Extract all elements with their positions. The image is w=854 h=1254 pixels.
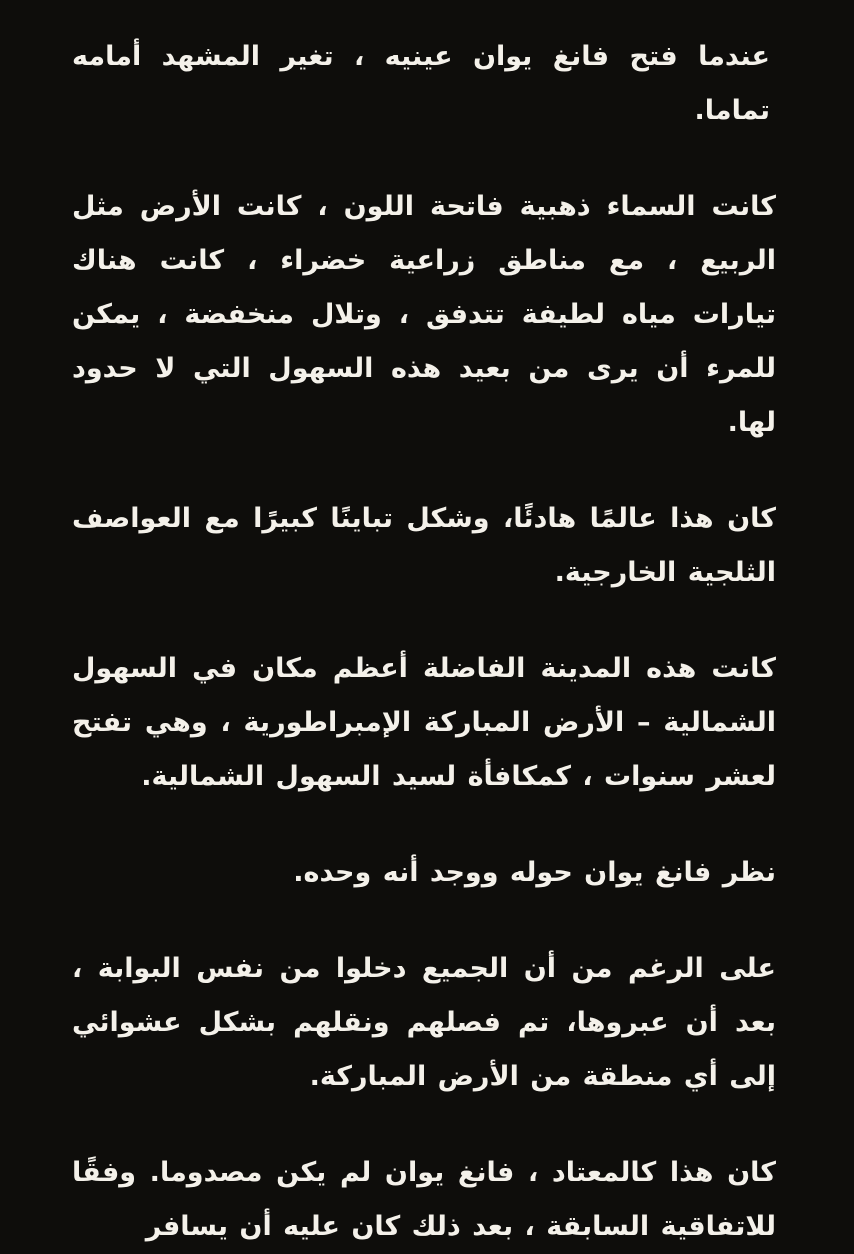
- paragraph-1: عندما فتح فانغ يوان عينيه ، تغير المشهد أمامه تماما.: [72, 41, 770, 126]
- paragraph-3: كان هذا عالمًا هادئًا، وشكل تباينًا كبيرًا مع العواصف الثلجية الخارجية.: [72, 503, 776, 588]
- paragraph-2: كانت السماء ذهبية فاتحة اللون ، كانت الأرض مثل الربيع ، مع مناطق زراعية خضراء ، كانت هناك تيارات مياه لطيفة تتدفق ، وتلال منخفضة ، يمكن للمرء أن يرى من بعيد هذه السهول التي لا حدود لها.: [72, 191, 776, 438]
- paragraph-7: كان هذا كالمعتاد ، فانغ يوان لم يكن مصدوما. وفقًا للاتفاقية السابقة ، بعد ذلك كان عليه أن يسافر: [72, 1157, 776, 1242]
- paragraph-4: كانت هذه المدينة الفاضلة أعظم مكان في السهول الشمالية – الأرض المباركة الإمبراطورية ، وهي تفتح لعشر سنوات ، كمكافأة لسيد السهول الشمالية.: [72, 653, 776, 792]
- paragraph-5: نظر فانغ يوان حوله ووجد أنه وحده.: [293, 857, 776, 888]
- paragraph-6: على الرغم من أن الجميع دخلوا من نفس البوابة ، بعد أن عبروها، تم فصلهم ونقلهم بشكل عشوائي إلى أي منطقة من الأرض المباركة.: [72, 953, 776, 1092]
